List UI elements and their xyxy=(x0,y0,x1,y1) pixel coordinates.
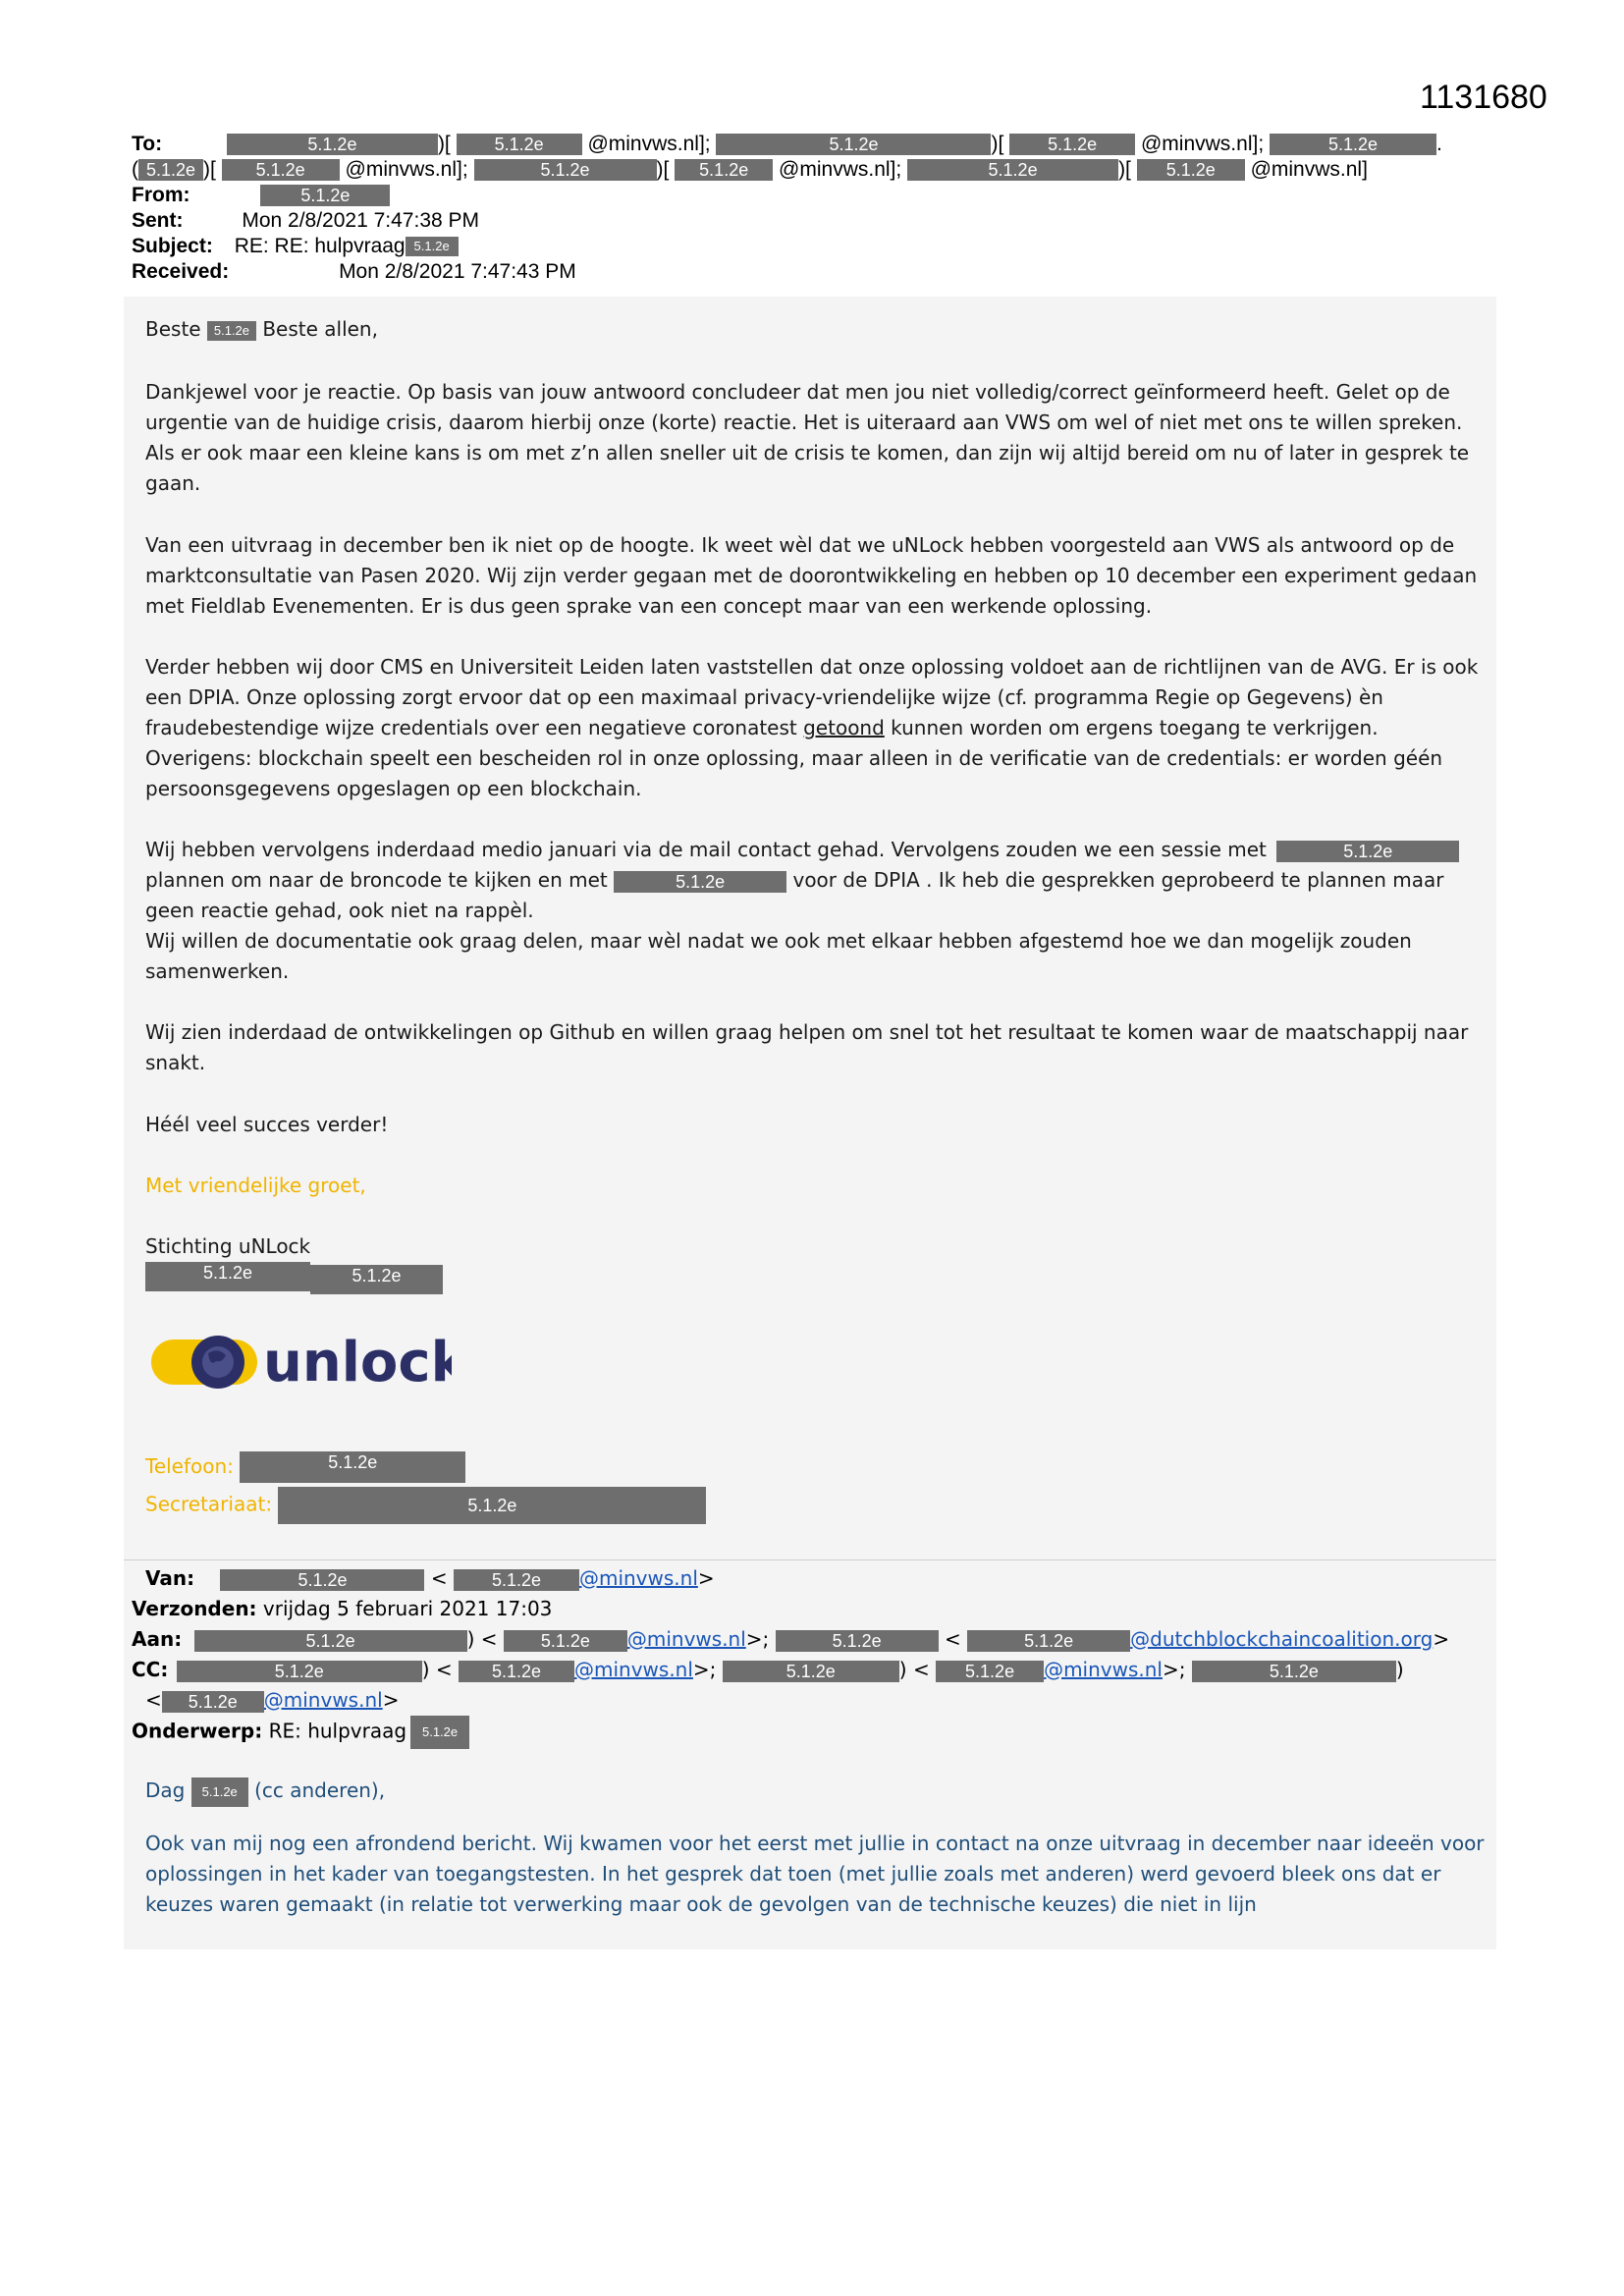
quoted-sent-row xyxy=(132,1594,552,1624)
from-row xyxy=(132,183,390,208)
paragraph-1: Dankjewel voor je reactie. Op basis van jouw antwoord concludeer dat men jou niet volledig/correct geïnformeerd heeft. Gelet op de urgentie van de huidige crisis, daarom hierbij onze (korte) reactie. Het is uiteraard aan VWS om wel of niet met ons te willen spreken. Als er ook maar een kleine kans is om met z’n allen sneller uit de crisis te komen, dan zijn wij altijd bereid om nu of later in gesprek te gaan. xyxy=(145,380,1470,495)
recipient-domain: @minvws.nl]; xyxy=(587,133,711,155)
redaction: 5.1.2e xyxy=(1137,159,1245,181)
paragraph-3 xyxy=(145,652,1490,804)
received-label: Received: xyxy=(132,260,230,283)
redaction: 5.1.2e xyxy=(614,871,786,893)
quoted-paragraph-1: Ook van mij nog een afrondend bericht. Wij kwamen voor het eerst met jullie in contact na onze uitvraag in december naar ideeën voor oplossingen in het kader van toegangstesten. In het gesprek dat toen (met jullie zoals met anderen) werd gevoerd bleek ons dat er keuzes waren gemaakt (in relatie tot verwerking maar ook de gevolgen van de technische keuzes) die niet in lijn xyxy=(145,1831,1485,1916)
redaction: 5.1.2e xyxy=(145,1262,310,1291)
paragraph-4-text-3: voor de DPIA . Ik heb die gesprekken geprobeerd te plannen maar geen reactie gehad, ook niet na rappèl. xyxy=(145,868,1444,922)
van-label: Van: xyxy=(145,1566,195,1590)
redaction: 5.1.2e xyxy=(504,1630,627,1652)
redaction: 5.1.2e xyxy=(474,159,657,181)
redaction: 5.1.2e xyxy=(967,1630,1130,1652)
redaction: 5.1.2e xyxy=(278,1487,706,1524)
greeting xyxy=(145,314,1490,345)
quoted-greeting-text-2: (cc anderen), xyxy=(254,1778,386,1802)
redaction: 5.1.2e xyxy=(457,134,582,155)
redaction: 5.1.2e xyxy=(410,1716,469,1749)
redaction: 5.1.2e xyxy=(207,321,256,341)
secretariat-row xyxy=(145,1487,1490,1524)
redaction: 5.1.2e xyxy=(227,134,438,155)
paragraph-4-text-2: plannen om naar de broncode te kijken en met xyxy=(145,868,608,892)
paragraph-6: Héél veel succes verder! xyxy=(145,1113,389,1136)
redaction: 5.1.2e xyxy=(310,1265,443,1294)
redaction: 5.1.2e xyxy=(220,1569,424,1591)
redaction: 5.1.2e xyxy=(406,237,459,256)
redaction: 5.1.2e xyxy=(1009,134,1135,155)
redaction: 5.1.2e xyxy=(260,185,390,206)
paragraph-4 xyxy=(145,835,1490,987)
redaction: 5.1.2e xyxy=(1270,134,1436,155)
to-row: To: 5.1.2e )[ 5.1.2e @minvws.nl]; 5.1.2e )[ 5.1.2e @minvws.nl]; 5.1.2e . xyxy=(132,133,1442,155)
redaction: 5.1.2e xyxy=(194,1630,467,1652)
received-row xyxy=(132,259,576,285)
quote-separator xyxy=(124,1559,1496,1560)
organization: Stichting uNLock xyxy=(145,1234,311,1258)
quoted-cc-row-2: < 5.1.2e @minvws.nl> xyxy=(145,1688,400,1712)
quoted-greeting-text: Dag xyxy=(145,1778,186,1802)
sent-value: Mon 2/8/2021 7:47:38 PM xyxy=(242,209,480,232)
cc-label: CC: xyxy=(132,1658,169,1681)
redaction: 5.1.2e xyxy=(454,1569,579,1591)
subject-label: Subject: xyxy=(132,235,213,257)
redaction: 5.1.2e xyxy=(716,134,991,155)
phone-row xyxy=(145,1451,1490,1483)
redaction: 5.1.2e xyxy=(723,1661,899,1682)
paragraph-3-text: Verder hebben wij door CMS en Universiteit Leiden laten vaststellen dat onze oplossing voldoet aan de richtlijnen van de AVG. Er is ook een DPIA. Onze oplossing zorgt ervoor dat op een maximaal privacy-vriendelijke wijze (cf. programma Regie op Gegevens) èn fraudebestendige wijze credentials over een negatieve coronatest xyxy=(145,655,1479,739)
received-value: Mon 2/8/2021 7:47:43 PM xyxy=(339,260,576,283)
closing: Met vriendelijke groet, xyxy=(145,1174,366,1197)
sent-row xyxy=(132,208,479,234)
redaction: 5.1.2e xyxy=(240,1451,465,1483)
redaction: 5.1.2e xyxy=(138,159,203,181)
quoted-greeting xyxy=(145,1776,1490,1807)
onderwerp-label: Onderwerp: xyxy=(132,1719,263,1743)
redaction: 5.1.2e xyxy=(191,1777,248,1807)
recipient-domain: @minvws.nl]; xyxy=(1140,133,1265,155)
email-link[interactable]: @minvws.nl xyxy=(1044,1658,1163,1681)
redaction: 5.1.2e xyxy=(936,1661,1044,1682)
redaction: 5.1.2e xyxy=(907,159,1118,181)
paragraph-4-text-4: Wij willen de documentatie ook graag delen, maar wèl nadat we ook met elkaar hebben afgestemd hoe we dan mogelijk zouden samenwerken. xyxy=(145,929,1412,983)
redaction: 5.1.2e xyxy=(675,159,773,181)
redaction: 5.1.2e xyxy=(177,1661,422,1682)
redaction: 5.1.2e xyxy=(776,1630,939,1652)
paragraph-4-text: Wij hebben vervolgens inderdaad medio januari via de mail contact gehad. Vervolgens zouden we een sessie met xyxy=(145,838,1267,861)
paragraph-3-text-2: kunnen worden om ergens toegang te verkrijgen. Overigens: blockchain speelt een bescheiden rol in onze oplossing, maar alleen in de verificatie van de credentials: er worden géén persoonsgegevens opgeslagen op een blockchain. xyxy=(145,716,1443,800)
redaction: 5.1.2e xyxy=(162,1691,264,1713)
aan-label: Aan: xyxy=(132,1627,183,1651)
quoted-cc-row: CC: 5.1.2e ) < 5.1.2e @minvws.nl>; 5.1.2e ) < 5.1.2e @minvws.nl>; 5.1.2e ) xyxy=(132,1658,1404,1681)
email-link[interactable]: @minvws.nl xyxy=(574,1658,693,1681)
email-link[interactable]: @minvws.nl xyxy=(626,1627,746,1651)
from-label: From: xyxy=(132,184,190,206)
subject-row xyxy=(132,234,459,259)
greeting-text: Beste xyxy=(145,317,201,341)
document-id: 1131680 xyxy=(1420,79,1547,116)
to-row-2: ( 5.1.2e )[ 5.1.2e @minvws.nl]; 5.1.2e )[ 5.1.2e @minvws.nl]; 5.1.2e )[ 5.1.2e @minvws.nl] xyxy=(132,158,1368,181)
quoted-to-row: Aan: 5.1.2e ) < 5.1.2e @minvws.nl>; 5.1.2e < 5.1.2e @dutchblockchaincoalition.org> xyxy=(132,1627,1450,1651)
quoted-from-row: Van: 5.1.2e < 5.1.2e @minvws.nl> xyxy=(145,1566,715,1590)
greeting-text-2: Beste allen, xyxy=(262,317,378,341)
email-link[interactable]: @minvws.nl xyxy=(578,1566,698,1590)
recipient-domain: @minvws.nl]; xyxy=(779,158,902,181)
subject-value: RE: RE: hulpvraag xyxy=(234,235,406,257)
phone-label: Telefoon: xyxy=(145,1454,234,1478)
quoted-subject-row xyxy=(132,1716,469,1749)
getoond-link[interactable]: getoond xyxy=(803,716,885,739)
verzonden-value: vrijdag 5 februari 2021 17:03 xyxy=(262,1597,553,1620)
secretariat-label: Secretariaat: xyxy=(145,1492,273,1516)
signature-redactions xyxy=(145,1259,1490,1294)
logo-text: unlock xyxy=(263,1331,452,1394)
recipient-domain: @minvws.nl] xyxy=(1250,158,1368,181)
to-label: To: xyxy=(132,133,163,155)
redaction: 5.1.2e xyxy=(459,1661,574,1682)
paragraph-2: Van een uitvraag in december ben ik niet op de hoogte. Ik weet wèl dat we uNLock hebben voorgesteld aan VWS als antwoord op de marktconsultatie van Pasen 2020. Wij zijn verder gegaan met de doorontwikkeling en hebben op 10 december een experiment gedaan met Fieldlab Evenementen. Er is dus geen sprake van een concept maar van een werkende oplossing. xyxy=(145,533,1478,618)
unlock-logo xyxy=(147,1322,452,1400)
redaction: 5.1.2e xyxy=(222,159,340,181)
verzonden-label: Verzonden: xyxy=(132,1597,257,1620)
paragraph-5: Wij zien inderdaad de ontwikkelingen op Github en willen graag helpen om snel tot het resultaat te komen waar de maatschappij naar snakt. xyxy=(145,1020,1469,1074)
redaction: 5.1.2e xyxy=(1192,1661,1396,1682)
recipient-domain: @minvws.nl]; xyxy=(345,158,468,181)
email-link[interactable]: @minvws.nl xyxy=(263,1688,383,1712)
redaction: 5.1.2e xyxy=(1276,841,1459,862)
onderwerp-value: RE: hulpvraag xyxy=(268,1719,407,1743)
sent-label: Sent: xyxy=(132,209,184,232)
email-link[interactable]: @dutchblockchaincoalition.org xyxy=(1130,1627,1434,1651)
